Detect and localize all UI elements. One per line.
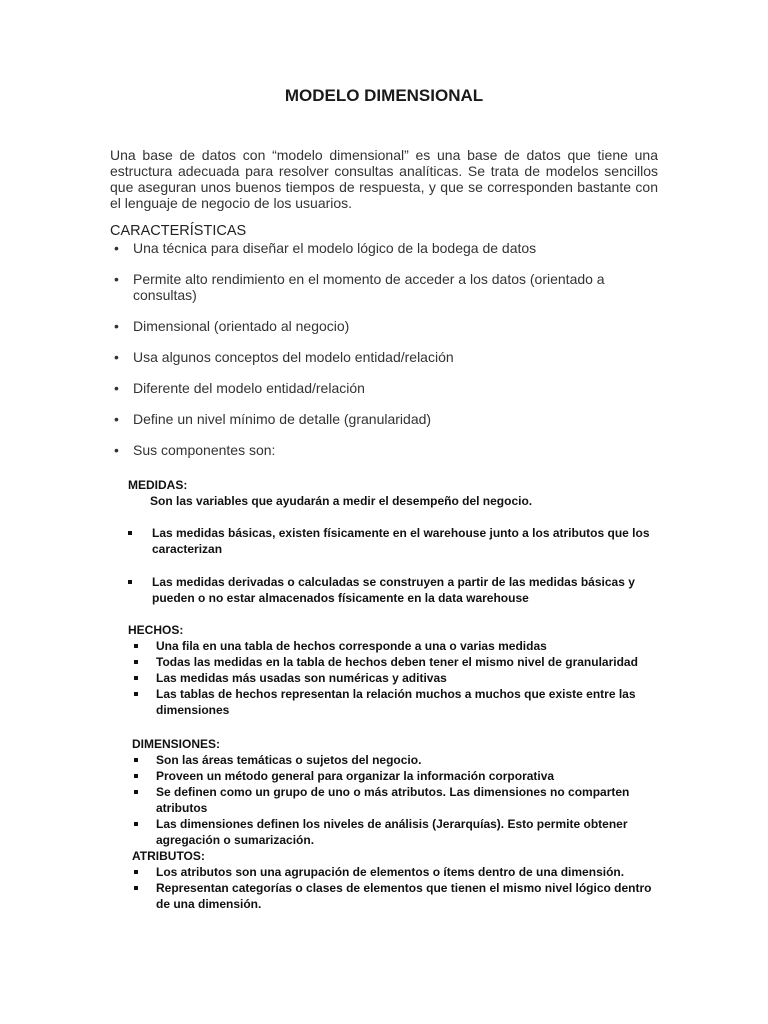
list-item [128,670,668,686]
page-title: MODELO DIMENSIONAL [284,86,484,105]
square-bullet-icon [134,758,138,762]
medidas-section [128,477,668,509]
bullet-icon: • [114,380,119,396]
list-item-text: Dimensional (orientado al negocio) [133,318,350,334]
list-item [110,442,670,458]
list-item [132,784,662,816]
bullet-icon: • [114,411,119,427]
list-item-text: Representan categorías o clases de elementos que tienen el mismo nivel lógico dentro de una dimensión. [156,881,652,911]
square-bullet-icon [128,580,132,584]
square-bullet-icon [134,676,138,680]
bullet-icon: • [114,318,119,334]
list-item-text: Una fila en una tabla de hechos corresponde a una o varias medidas [156,639,547,653]
list-item [132,864,662,880]
list-item-text: Se definen como un grupo de uno o más atributos. Las dimensiones no comparten atributos [156,785,630,815]
bullet-icon: • [114,442,119,458]
list-item [110,271,670,303]
list-item [110,240,670,256]
list-item [124,574,664,606]
intro-paragraph: Una base de datos con “modelo dimensional” es una base de datos que tiene una estructura adecuada para resolver consultas analíticas. Se trata de modelos sencillos que aseguran unos buenos tiempos de respuesta, y que se corresponden bastante con el lenguaje de negocio de los usuarios. [110,147,658,211]
list-item [132,880,662,912]
list-item [110,318,670,334]
list-item [128,654,668,670]
dimensiones-heading: DIMENSIONES: [132,737,221,751]
list-item-text: Permite alto rendimiento en el momento de acceder a los datos (orientado a consultas) [133,271,605,303]
list-item-text: Las medidas más usadas son numéricas y aditivas [156,671,447,685]
hechos-heading: HECHOS: [128,623,184,637]
list-item-text: Define un nivel mínimo de detalle (granularidad) [133,411,432,427]
bullet-icon: • [114,271,119,287]
medidas-description: Son las variables que ayudarán a medir el desempeño del negocio. [150,494,533,508]
list-item-text: Una técnica para diseñar el modelo lógico de la bodega de datos [133,240,537,256]
atributos-list [132,864,662,912]
list-item [132,816,662,848]
medidas-list [124,525,664,606]
list-item [132,768,662,784]
square-bullet-icon [134,790,138,794]
list-item-text: Proveen un método general para organizar la información corporativa [156,769,555,783]
list-item [132,752,662,768]
square-bullet-icon [128,531,132,535]
bullet-icon: • [114,349,119,365]
dimensiones-section [132,736,662,912]
list-item-text: Diferente del modelo entidad/relación [133,380,365,396]
medidas-heading: MEDIDAS: [128,478,188,492]
square-bullet-icon [134,692,138,696]
list-item-text: Sus componentes son: [133,442,276,458]
list-item-text: Son las áreas temáticas o sujetos del negocio. [156,753,422,767]
list-item [124,525,664,557]
caracteristicas-heading: CARACTERÍSTICAS [110,223,247,239]
square-bullet-icon [134,822,138,826]
dimensiones-list [132,752,662,848]
caracteristicas-list [110,240,670,473]
list-item-text: Las tablas de hechos representan la relación muchos a muchos que existe entre las dimensiones [156,687,636,717]
square-bullet-icon [134,774,138,778]
square-bullet-icon [134,644,138,648]
hechos-section [128,622,668,718]
list-item-text: Los atributos son una agrupación de elementos o ítems dentro de una dimensión. [156,865,625,879]
square-bullet-icon [134,870,138,874]
list-item-text: Las dimensiones definen los niveles de análisis (Jerarquías). Esto permite obtener agregación o sumarización. [156,817,628,847]
bullet-icon: • [114,240,119,256]
medidas-list-wrapper [124,525,664,621]
list-item [128,686,668,718]
atributos-heading: ATRIBUTOS: [132,849,205,863]
list-item [128,638,668,654]
list-item-text: Todas las medidas en la tabla de hechos deben tener el mismo nivel de granularidad [156,655,638,669]
list-item [110,411,670,427]
list-item-text: Usa algunos conceptos del modelo entidad/relación [133,349,454,365]
list-item-text: Las medidas básicas, existen físicamente en el warehouse junto a los atributos que los caracterizan [152,526,650,556]
list-item-text: Las medidas derivadas o calculadas se construyen a partir de las medidas básicas y pueden o no estar almacenados físicamente en la data warehouse [152,575,635,605]
list-item [110,349,670,365]
hechos-list [128,638,668,718]
list-item [110,380,670,396]
square-bullet-icon [134,886,138,890]
square-bullet-icon [134,660,138,664]
